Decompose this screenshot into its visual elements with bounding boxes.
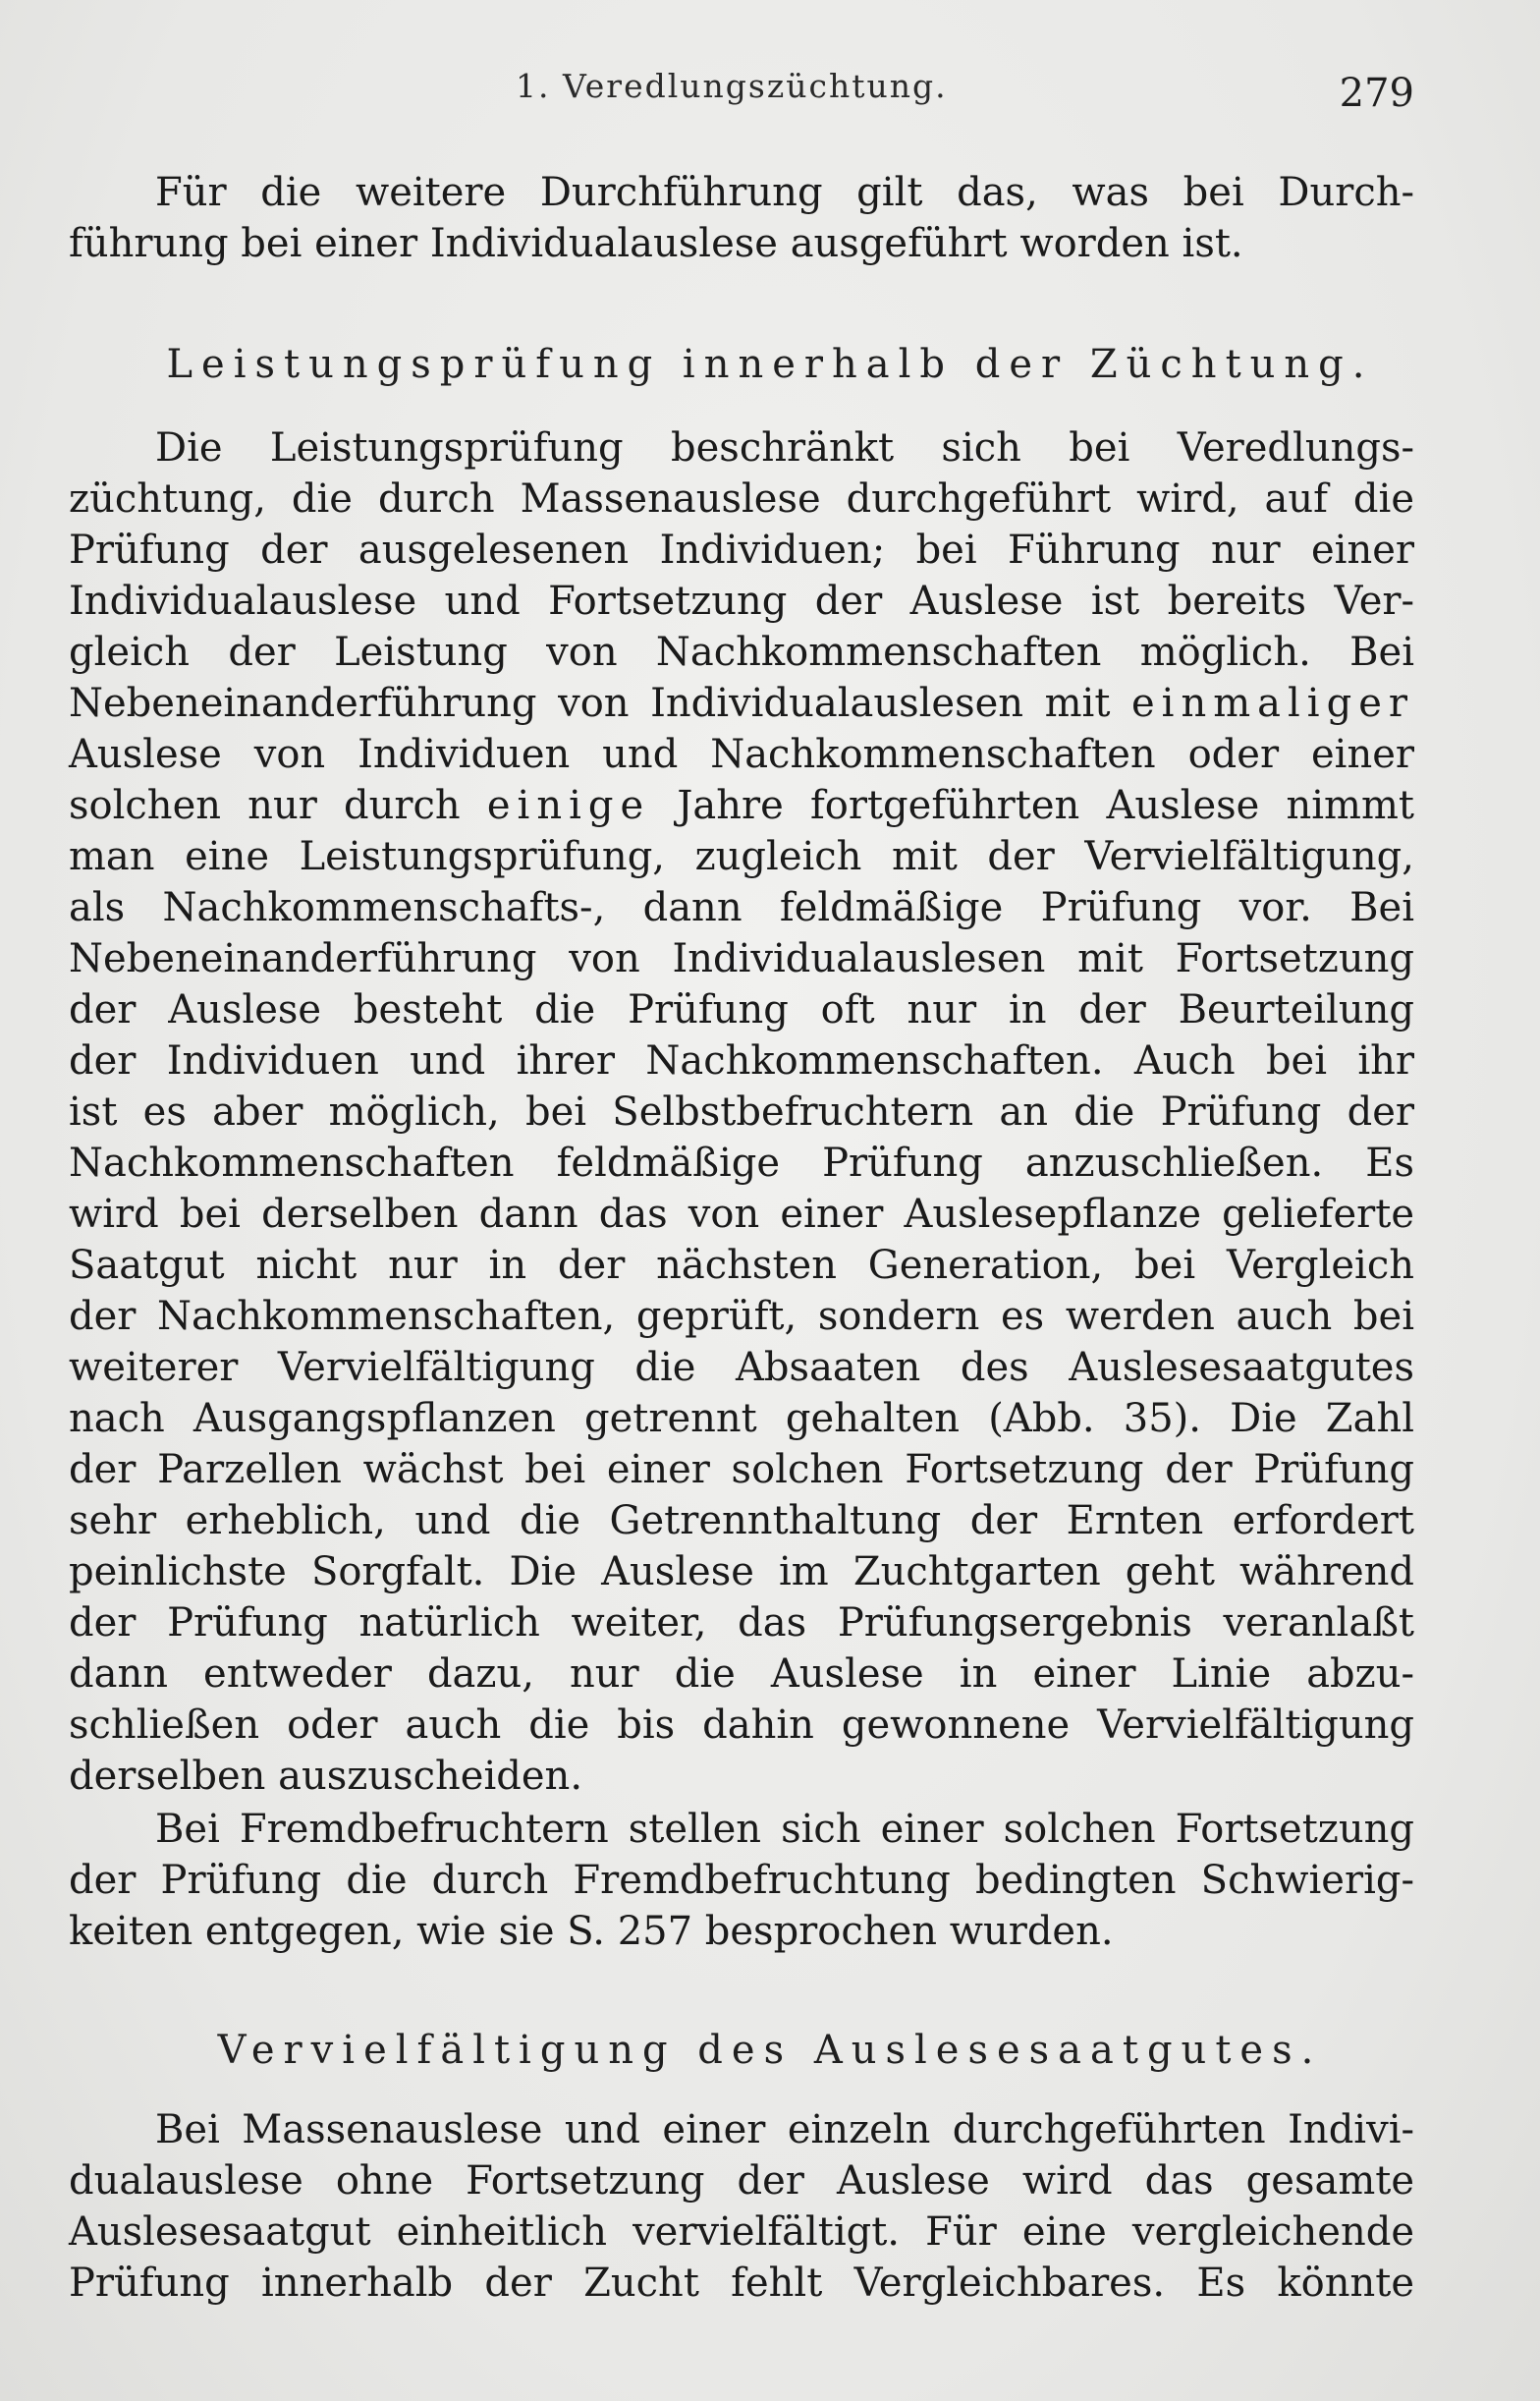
text-line bbox=[69, 678, 1414, 729]
text-line: führung bei einer Individualauslese ausgeführt worden ist. bbox=[69, 221, 1243, 266]
text-line: Prüfung der ausgelesenen Individuen; bei Führung nur einer bbox=[69, 528, 1414, 573]
text-line: dann entweder dazu, nur die Auslese in einer Linie abzu- bbox=[69, 1651, 1414, 1697]
text-line: keiten entgegen, wie sie S. 257 besprochen wurden. bbox=[69, 1909, 1114, 1954]
text-segment: Jahre fortgeführten Auslese nimmt bbox=[677, 783, 1414, 828]
text-line: Für die weitere Durchführung gilt das, was bei Durch- bbox=[155, 170, 1414, 215]
text-line: gleich der Leistung von Nachkommenschaften möglich. Bei bbox=[69, 630, 1414, 675]
text-line: Auslesesaatgut einheitlich vervielfältigt. Für eine vergleichende bbox=[69, 2209, 1414, 2255]
text-line: als Nachkommenschafts-, dann feldmäßige Prüfung vor. Bei bbox=[69, 885, 1414, 930]
running-title: 1. Veredlungszüchtung. bbox=[516, 67, 948, 105]
running-head bbox=[69, 67, 1414, 126]
text-line: Bei Fremdbefruchtern stellen sich einer solchen Fortsetzung bbox=[155, 1807, 1414, 1852]
text-line: Nachkommenschaften feldmäßige Prüfung anzuschließen. Es bbox=[69, 1141, 1414, 1186]
text-line: Auslese von Individuen und Nachkommenschaften oder einer bbox=[69, 732, 1414, 777]
text-line: sehr erheblich, und die Getrennthaltung der Ernten erfordert bbox=[69, 1498, 1414, 1543]
text-segment: Nebeneinanderführung von Individualauslesen mit bbox=[69, 681, 1131, 726]
section-heading: Vervielfältigung des Auslesesaatgutes. bbox=[217, 2028, 1323, 2073]
text-line: schließen oder auch die bis dahin gewonnene Vervielfältigung bbox=[69, 1703, 1414, 1748]
text-line bbox=[69, 780, 1414, 831]
text-line: der Auslese besteht die Prüfung oft nur in der Beurteilung bbox=[69, 987, 1414, 1033]
section-heading: Leistungsprüfung innerhalb der Züchtung. bbox=[166, 342, 1374, 387]
text-line: Prüfung innerhalb der Zucht fehlt Vergleichbares. Es könnte bbox=[69, 2261, 1414, 2306]
text-line: züchtung, die durch Massenauslese durchgeführt wird, auf die bbox=[69, 476, 1414, 522]
emphasized-text: einige bbox=[486, 783, 651, 828]
text-line: der Individuen und ihrer Nachkommenschaften. Auch bei ihr bbox=[69, 1038, 1414, 1084]
text-line: derselben auszuscheiden. bbox=[69, 1754, 583, 1799]
text-line: dualauslese ohne Fortsetzung der Auslese wird das gesamte bbox=[69, 2158, 1414, 2204]
text-line: der Nachkommenschaften, geprüft, sondern es werden auch bei bbox=[69, 1294, 1414, 1339]
text-line: der Parzellen wächst bei einer solchen Fortsetzung der Prüfung bbox=[69, 1447, 1414, 1492]
text-line: Die Leistungsprüfung beschränkt sich bei Veredlungs- bbox=[155, 425, 1414, 471]
text-line: weiterer Vervielfältigung die Absaaten des Auslesesaatgutes bbox=[69, 1345, 1414, 1390]
text-line: Bei Massenauslese und einer einzeln durchgeführten Indivi- bbox=[155, 2107, 1414, 2152]
text-line: wird bei derselben dann das von einer Auslesepflanze gelieferte bbox=[69, 1192, 1414, 1237]
text-line: nach Ausgangspflanzen getrennt gehalten (Abb. 35). Die Zahl bbox=[69, 1396, 1414, 1441]
text-line: Individualauslese und Fortsetzung der Auslese ist bereits Ver- bbox=[69, 579, 1414, 624]
text-line: der Prüfung natürlich weiter, das Prüfungsergebnis veranlaßt bbox=[69, 1600, 1414, 1646]
text-line: Saatgut nicht nur in der nächsten Generation, bei Vergleich bbox=[69, 1243, 1414, 1288]
text-line: man eine Leistungsprüfung, zugleich mit der Vervielfältigung, bbox=[69, 834, 1414, 879]
text-line: peinlichste Sorgfalt. Die Auslese im Zuchtgarten geht während bbox=[69, 1549, 1414, 1594]
text-segment: solchen nur durch bbox=[69, 783, 487, 828]
text-line: Nebeneinanderführung von Individualauslesen mit Fortsetzung bbox=[69, 936, 1414, 981]
emphasized-text: einmaliger bbox=[1131, 681, 1414, 726]
text-line: der Prüfung die durch Fremdbefruchtung bedingten Schwierig- bbox=[69, 1858, 1414, 1903]
page-number: 279 bbox=[1339, 71, 1414, 116]
text-line: ist es aber möglich, bei Selbstbefruchtern an die Prüfung der bbox=[69, 1089, 1414, 1135]
